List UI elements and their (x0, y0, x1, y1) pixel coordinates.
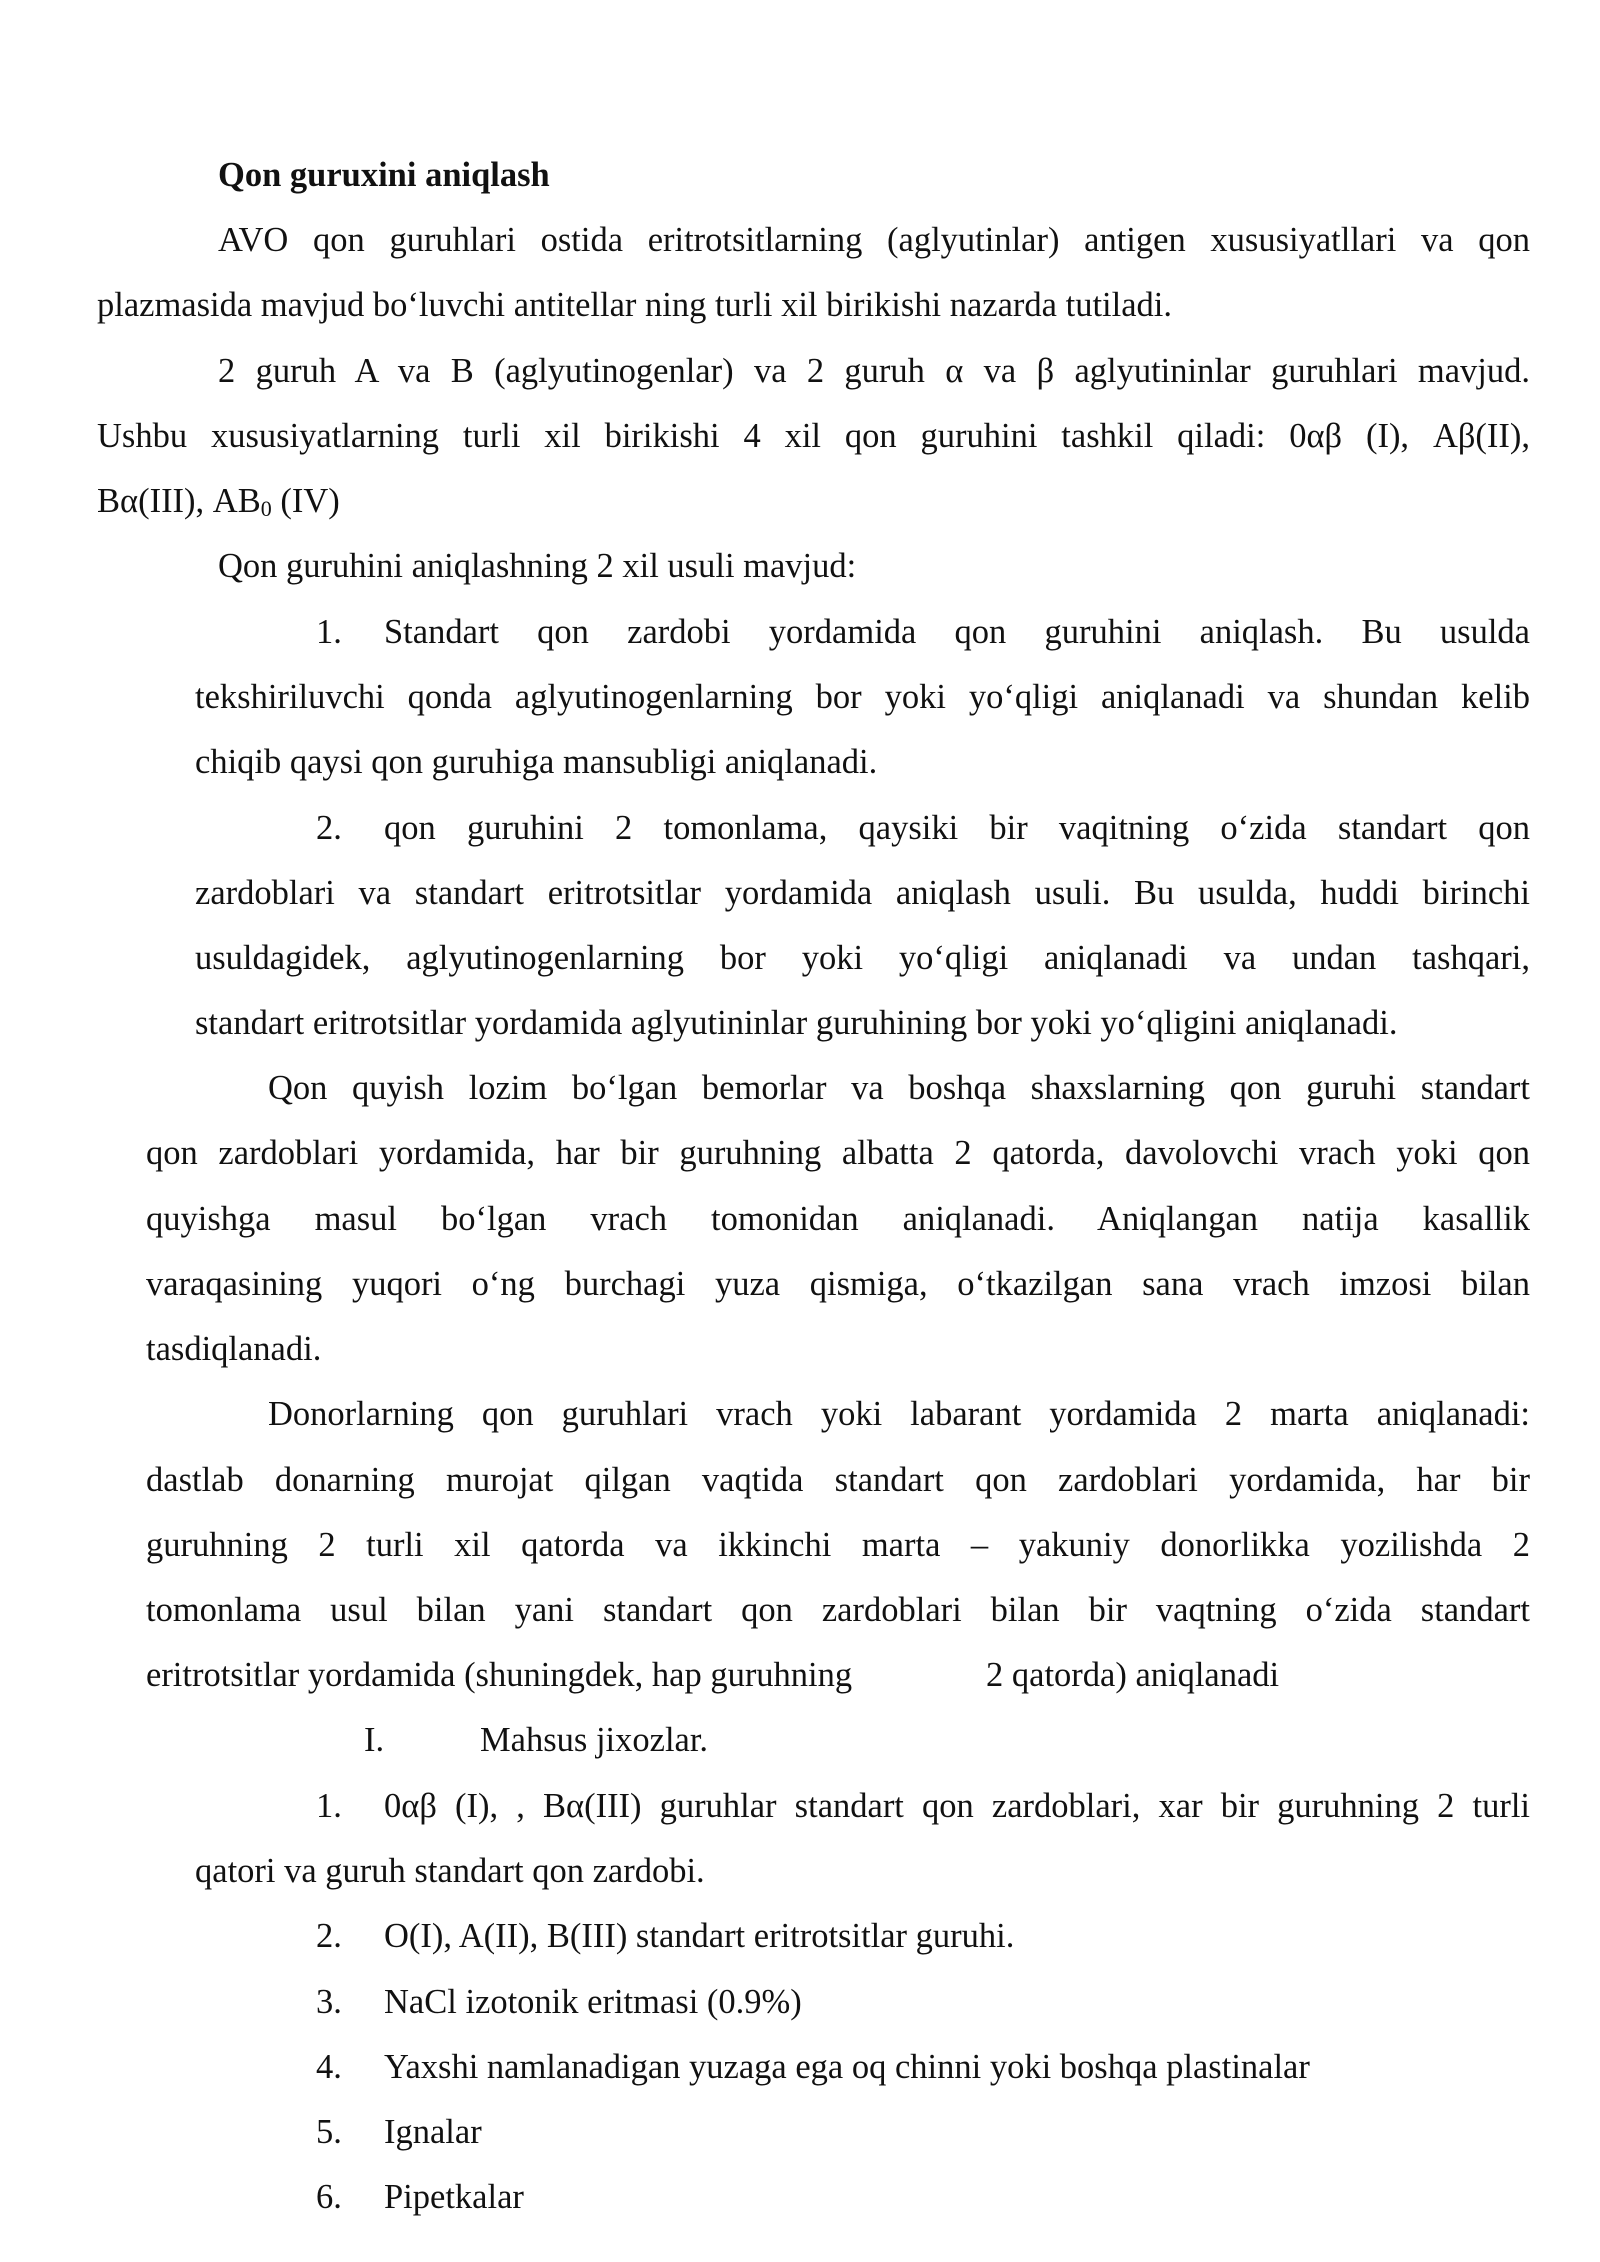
paragraph-line: Donorlarning qon guruhlari vrach yoki labarant yordamida 2 marta aniqlanadi: (268, 1395, 1530, 1433)
paragraph-line: eritrotsitlar yordamida (shuningdek, hap guruhning (146, 1656, 853, 1694)
paragraph-line: qon zardoblari yordamida, har bir guruhning albatta 2 qatorda, davolovchi vrach yoki qon (146, 1134, 1530, 1172)
list-number: 1. (316, 613, 342, 651)
blood-group-text: Bα(III), AB (97, 482, 261, 520)
list-item-line: O(I), A(II), B(III) standart eritrotsitlar guruhi. (384, 1917, 1015, 1955)
list-item-line: zardoblari va standart eritrotsitlar yordamida aniqlash usuli. Bu usulda, huddi birinchi (195, 874, 1530, 912)
list-item-line: 0αβ (I), , Bα(III) guruhlar standart qon zardoblari, xar bir guruhning 2 turli (384, 1787, 1530, 1825)
list-item-line: tekshiriluvchi qonda aglyutinogenlarning bor yoki yo‘qligi aniqlanadi va shundan kelib (195, 678, 1530, 716)
paragraph-line (97, 479, 340, 523)
list-number: 4. (316, 2048, 342, 2086)
list-item-line: qatori va guruh standart qon zardobi. (195, 1852, 705, 1890)
list-item-line: Standart qon zardobi yordamida qon guruhini aniqlash. Bu usulda (384, 613, 1530, 651)
list-item-line: qon guruhini 2 tomonlama, qaysiki bir vaqitning o‘zida standart qon (384, 809, 1530, 847)
blood-group-text: (IV) (271, 482, 340, 520)
paragraph-line: tasdiqlanadi. (146, 1330, 322, 1368)
list-item-line: Yaxshi namlanadigan yuzaga ega oq chinni yoki boshqa plastinalar (384, 2048, 1310, 2086)
section-title: Mahsus jixozlar. (480, 1721, 709, 1759)
paragraph-line: dastlab donarning murojat qilgan vaqtida standart qon zardoblari yordamida, har bir (146, 1461, 1530, 1499)
paragraph-line: 2 guruh A va B (aglyutinogenlar) va 2 guruh α va β aglyutininlar guruhlari mavjud. (218, 352, 1530, 390)
subscript-zero: 0 (260, 496, 272, 521)
list-item-line: usuldagidek, aglyutinogenlarning bor yoki yo‘qligi aniqlanadi va undan tashqari, (195, 939, 1530, 977)
paragraph-line: Qon quyish lozim bo‘lgan bemorlar va boshqa shaxslarning qon guruhi standart (268, 1069, 1530, 1107)
paragraph-line: guruhning 2 turli xil qatorda va ikkinchi marta – yakuniy donorlikka yozilishda 2 (146, 1526, 1530, 1564)
list-item-line: Pipetkalar (384, 2178, 524, 2216)
paragraph-line: plazmasida mavjud bo‘luvchi antitellar ning turli xil birikishi nazarda tutiladi. (97, 286, 1172, 324)
list-number: 5. (316, 2113, 342, 2151)
list-number: 2. (316, 809, 342, 847)
section-number: I. (364, 1721, 385, 1759)
list-number: 1. (316, 1787, 342, 1825)
list-item-line: chiqib qaysi qon guruhiga mansubligi aniqlanadi. (195, 743, 878, 781)
document-title: Qon guruxini aniqlash (218, 156, 550, 194)
list-item-line: standart eritrotsitlar yordamida aglyutininlar guruhining bor yoki yo‘qligini aniqlanadi. (195, 1004, 1398, 1042)
paragraph-line: AVO qon guruhlari ostida eritrotsitlarning (aglyutinlar) antigen xususiyatllari va qon (218, 221, 1530, 259)
list-number: 3. (316, 1983, 342, 2021)
list-number: 2. (316, 1917, 342, 1955)
list-item-line: Ignalar (384, 2113, 482, 2151)
paragraph-line: Ushbu xususiyatlarning turli xil birikishi 4 xil qon guruhini tashkil qiladi: 0αβ (I), Aβ(II), (97, 417, 1530, 455)
paragraph-line: quyishga masul bo‘lgan vrach tomonidan aniqlanadi. Aniqlangan natija kasallik (146, 1200, 1530, 1238)
methods-intro: Qon guruhini aniqlashning 2 xil usuli mavjud: (218, 547, 857, 585)
list-number: 6. (316, 2178, 342, 2216)
paragraph-line: tomonlama usul bilan yani standart qon zardoblari bilan bir vaqtning o‘zida standart (146, 1591, 1530, 1629)
paragraph-line: 2 qatorda) aniqlanadi (986, 1656, 1280, 1694)
list-item-line: NaCl izotonik eritmasi (0.9%) (384, 1983, 802, 2021)
paragraph-line: varaqasining yuqori o‘ng burchagi yuza qismiga, o‘tkazilgan sana vrach imzosi bilan (146, 1265, 1530, 1303)
